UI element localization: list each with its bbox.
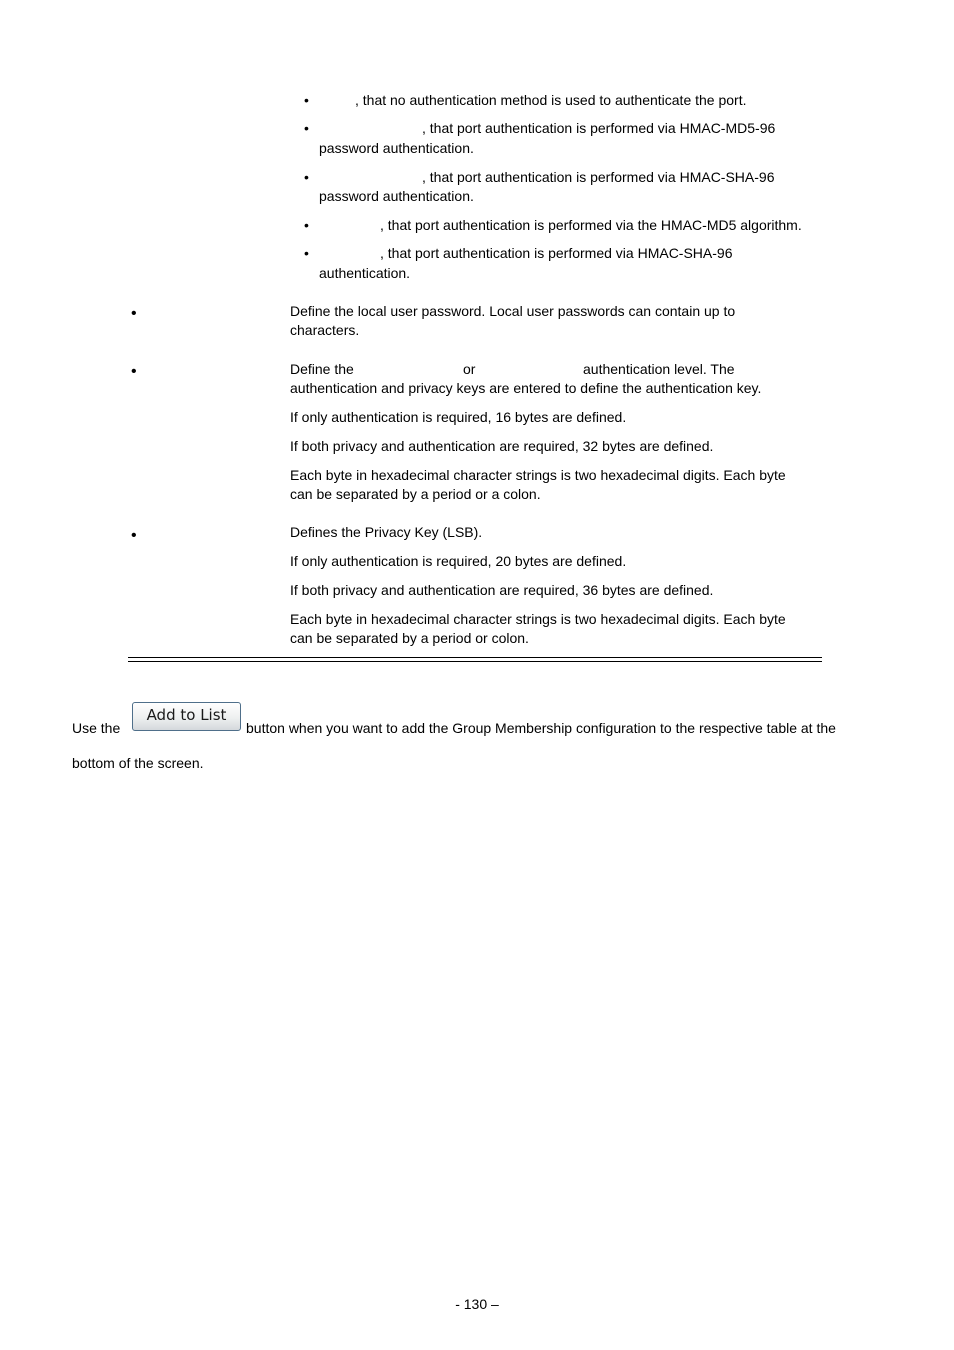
bullet: • [131, 363, 137, 380]
add-to-list-description: button when you want to add the Group Membership configuration to the respective table at the [246, 720, 836, 736]
auth-key-32-bytes: If both privacy and authentication are required, 32 bytes are defined. [290, 438, 714, 454]
bullet: • [304, 169, 309, 185]
auth-method-sha-cont: authentication. [319, 265, 411, 281]
privacy-key-36-bytes: If both privacy and authentication are required, 36 bytes are defined. [290, 582, 714, 598]
auth-method-md5-password: , that port authentication is performed via HMAC-MD5-96 [422, 120, 776, 136]
auth-method-none: , that no authentication method is used to authenticate the port. [355, 92, 747, 108]
bullet: • [131, 527, 137, 544]
auth-key-hex-note-cont: can be separated by a period or a colon. [290, 486, 541, 502]
bullet: • [304, 245, 309, 261]
privacy-key-hex-note: Each byte in hexadecimal character strings is two hexadecimal digits. Each byte [290, 611, 786, 627]
privacy-key-hex-note-cont: can be separated by a period or colon. [290, 630, 529, 646]
add-to-list-description-cont: bottom of the screen. [72, 755, 204, 771]
bullet: • [304, 92, 309, 108]
auth-key-text-b: or [463, 361, 476, 377]
password-description-cont: characters. [290, 322, 360, 338]
auth-method-sha: , that port authentication is performed via HMAC-SHA-96 [380, 245, 733, 261]
page-number: - 130 – [455, 1296, 499, 1312]
password-description: Define the local user password. Local user passwords can contain up to [290, 303, 736, 319]
bullet: • [131, 305, 137, 322]
auth-key-text-c: authentication level. The [583, 361, 735, 377]
add-to-list-button[interactable]: Add to List [132, 702, 241, 731]
auth-key-text-a: Define the [290, 361, 354, 377]
auth-key-text-cont: authentication and privacy keys are entered to define the authentication key. [290, 380, 762, 396]
auth-method-sha-password-cont: password authentication. [319, 188, 474, 204]
table-bottom-rule-inner [128, 661, 822, 662]
bullet: • [304, 120, 309, 136]
auth-method-md5-password-cont: password authentication. [319, 140, 474, 156]
table-bottom-rule [128, 657, 822, 658]
auth-key-hex-note: Each byte in hexadecimal character strings is two hexadecimal digits. Each byte [290, 467, 786, 483]
auth-key-16-bytes: If only authentication is required, 16 bytes are defined. [290, 409, 627, 425]
auth-method-sha-password: , that port authentication is performed via HMAC-SHA-96 [422, 169, 775, 185]
privacy-key-description: Defines the Privacy Key (LSB). [290, 524, 483, 540]
use-the-text: Use the [72, 720, 121, 736]
auth-method-md5: , that port authentication is performed via the HMAC-MD5 algorithm. [380, 217, 802, 233]
privacy-key-20-bytes: If only authentication is required, 20 bytes are defined. [290, 553, 627, 569]
bullet: • [304, 217, 309, 233]
